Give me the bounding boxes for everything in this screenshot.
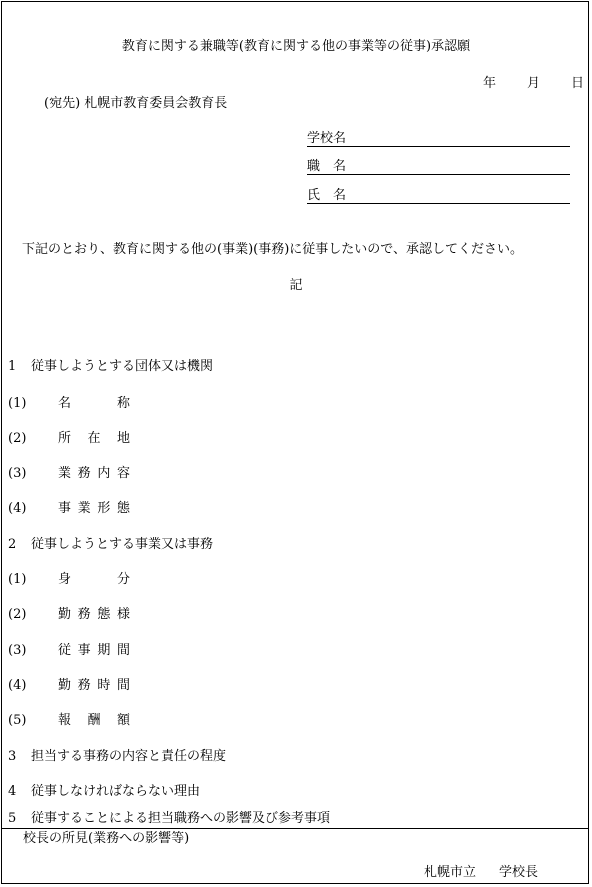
label-char: 業 bbox=[77, 501, 91, 516]
item-label-location bbox=[58, 432, 130, 445]
job-title-label: 職 名 bbox=[307, 159, 347, 174]
school-name-label: 学校名 bbox=[307, 131, 347, 146]
label-char: 額 bbox=[116, 713, 130, 728]
section-heading: 従事することによる担当職務への影響及び参考事項 bbox=[31, 811, 331, 826]
label-char: 身 bbox=[58, 572, 72, 587]
item-number: (3) bbox=[8, 466, 27, 481]
item-label-status bbox=[58, 573, 130, 586]
applicant-name-field[interactable] bbox=[307, 203, 570, 204]
item-number: (1) bbox=[8, 572, 27, 587]
label-char: 従 bbox=[58, 643, 72, 658]
date-year-label: 年 bbox=[483, 76, 497, 91]
item-number: (5) bbox=[8, 713, 27, 728]
section-number: 5 bbox=[8, 811, 17, 826]
label-char: 様 bbox=[116, 607, 130, 622]
label-char: 容 bbox=[116, 466, 130, 481]
applicant-name-label: 氏 名 bbox=[307, 188, 347, 203]
request-text: 下記のとおり、教育に関する他の(事業)(事務)に従事したいので、承認してください。 bbox=[22, 242, 524, 257]
section-number: 4 bbox=[8, 784, 17, 799]
label-char: 地 bbox=[116, 431, 130, 446]
item-label-engagement-period bbox=[58, 644, 130, 657]
label-char: 名 bbox=[58, 396, 72, 411]
item-number: (4) bbox=[8, 501, 27, 516]
item-number: (2) bbox=[8, 607, 27, 622]
label-char: 間 bbox=[116, 643, 130, 658]
label-char: 業 bbox=[58, 466, 72, 481]
label-char: 酬 bbox=[87, 713, 101, 728]
principal-divider bbox=[1, 828, 589, 829]
label-char: 務 bbox=[77, 466, 91, 481]
ki-heading: 記 bbox=[289, 278, 303, 293]
item-label-business-form bbox=[58, 502, 130, 515]
item-label-name bbox=[58, 397, 130, 410]
school-city-label: 札幌市立 bbox=[424, 865, 477, 880]
principal-opinion-label: 校長の所見(業務への影響等) bbox=[23, 831, 190, 846]
label-char: 期 bbox=[97, 643, 111, 658]
addressee: (宛先) 札幌市教育委員会教育長 bbox=[44, 96, 228, 111]
item-label-business-content bbox=[58, 467, 130, 480]
section-heading: 従事しなければならない理由 bbox=[31, 784, 201, 799]
school-name-field[interactable] bbox=[307, 146, 570, 147]
label-char: 勤 bbox=[58, 678, 72, 693]
label-char: 事 bbox=[77, 643, 91, 658]
label-char: 時 bbox=[97, 678, 111, 693]
section-number: 3 bbox=[8, 749, 17, 764]
item-number: (2) bbox=[8, 431, 27, 446]
date-day-label: 日 bbox=[571, 76, 585, 91]
label-char: 在 bbox=[87, 431, 101, 446]
item-label-remuneration bbox=[58, 714, 130, 727]
label-char: 報 bbox=[58, 713, 72, 728]
section-heading: 担当する事務の内容と責任の程度 bbox=[31, 749, 227, 764]
section-number: 1 bbox=[8, 359, 17, 374]
item-number: (1) bbox=[8, 396, 27, 411]
label-char: 称 bbox=[116, 396, 130, 411]
label-char: 内 bbox=[97, 466, 111, 481]
label-char: 事 bbox=[58, 501, 72, 516]
item-number: (4) bbox=[8, 678, 27, 693]
job-title-field[interactable] bbox=[307, 174, 570, 175]
section-heading: 従事しようとする団体又は機関 bbox=[31, 359, 214, 374]
item-number: (3) bbox=[8, 643, 27, 658]
item-label-work-mode bbox=[58, 608, 130, 621]
label-char: 所 bbox=[58, 431, 72, 446]
label-char: 態 bbox=[116, 501, 130, 516]
label-char: 務 bbox=[77, 678, 91, 693]
label-char: 勤 bbox=[58, 607, 72, 622]
label-char: 間 bbox=[116, 678, 130, 693]
document-title: 教育に関する兼職等(教育に関する他の事業等の従事)承認願 bbox=[121, 39, 471, 54]
label-char: 務 bbox=[77, 607, 91, 622]
principal-title-label: 学校長 bbox=[499, 865, 539, 880]
label-char: 態 bbox=[97, 607, 111, 622]
section-heading: 従事しようとする事業又は事務 bbox=[31, 537, 214, 552]
section-number: 2 bbox=[8, 537, 17, 552]
label-char: 分 bbox=[116, 572, 130, 587]
label-char: 形 bbox=[97, 501, 111, 516]
date-month-label: 月 bbox=[527, 76, 541, 91]
item-label-working-hours bbox=[58, 679, 130, 692]
